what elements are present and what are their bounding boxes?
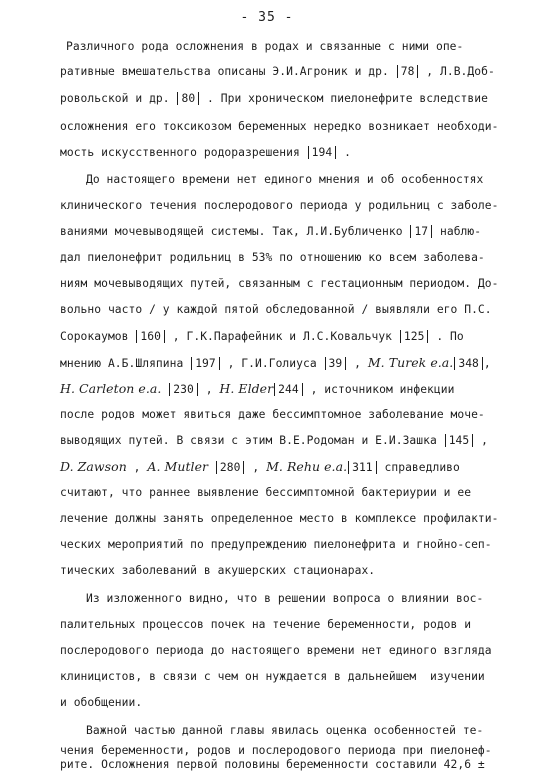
paragraph-2-line-3: ваниями мочевыводящей системы. Так, Л.И.Бубличенко 17 наблю-	[60, 225, 482, 238]
paragraph-1-line-2: ративные вмешательства описаны Э.И.Агроник и др. 78 , Л.В.Доб-	[60, 65, 495, 78]
paragraph-4-line-2: чения беременности, родов и послеродового периода при пиелонеф-	[60, 744, 492, 757]
handwritten-author: H. Elder	[219, 381, 274, 396]
paragraph-1-line-4: осложнения его токсикозом беременных нередко возникает необходи-	[60, 120, 499, 133]
paragraph-2-line-12: D. Zawson , A. Mutler 280 , M. Rehu e.a. 311 справедливо	[60, 459, 460, 474]
citation-ref: 311	[348, 461, 377, 474]
paragraph-3-line-5: и обобщении.	[60, 696, 143, 709]
page-number: - 35 -	[240, 10, 294, 25]
paragraph-2-line-1: До настоящего времени нет единого мнения и об особенностях	[86, 173, 484, 186]
paragraph-2-line-5: ниям мочевыводящих путей, связанным с гестационным периодом. До-	[60, 277, 499, 290]
paragraph-3-line-2: палительных процессов почек на течение беременности, родов и	[60, 618, 472, 631]
paragraph-2-line-6: вольно часто / у каждой пятой обследованной / выявляли его П.С.	[60, 303, 492, 316]
handwritten-author: A. Mutler	[147, 459, 209, 474]
paragraph-4-line-1: Важной частью данной главы явилась оценка особенностей те-	[86, 724, 484, 737]
citation-ref: 125	[400, 330, 429, 343]
citation-ref: 17	[410, 225, 432, 238]
citation-ref: 160	[136, 330, 165, 343]
citation-ref: 145	[445, 434, 474, 447]
handwritten-author: D. Zawson	[60, 459, 127, 474]
paragraph-2-line-11: выводящих путей. В связи с этим В.Е.Родоман и Е.И.Зашка 145 ,	[60, 434, 488, 447]
handwritten-author: M. Rehu e.a.	[266, 459, 348, 474]
citation-ref: 348	[454, 357, 483, 370]
citation-ref: 197	[191, 357, 220, 370]
citation-ref: 194	[308, 146, 337, 159]
paragraph-2-line-13: считают, что раннее выявление бессимптомной бактериурии и ее	[60, 486, 472, 499]
paragraph-2-line-2: клинического течения послеродового периода у родильниц с заболе-	[60, 199, 499, 212]
paragraph-3-line-3: послеродового периода до настоящего времени нет единого взгляда	[60, 644, 492, 657]
paragraph-4-line-3: рите. Осложнения первой половины беременности составили 42,6 ±	[60, 758, 485, 771]
handwritten-author: M. Turek e.a.	[367, 355, 454, 370]
paragraph-1-line-5: мость искусственного родоразрешения 194 .	[60, 146, 351, 159]
paragraph-2-line-4: дал пиелонефрит родильниц в 53% по отношению ко всем заболева-	[60, 251, 485, 264]
citation-ref: 39	[325, 357, 347, 370]
paragraph-1-line-1: Различного рода осложнения в родах и связанные с ними опе-	[66, 40, 464, 53]
paragraph-2-line-14: лечение должны занять определенное место в комплексе профилакти-	[60, 512, 499, 525]
paragraph-2-line-10: после родов может явиться даже бессимптомное заболевание моче-	[60, 408, 485, 421]
paragraph-2-line-16: тических заболеваний в акушерских стационарах.	[60, 564, 376, 577]
handwritten-author: H. Carleton e.a.	[60, 381, 162, 396]
paragraph-2-line-9: H. Carleton e.a. 230 , H. Elder 244 , источником инфекции	[60, 381, 455, 396]
citation-ref: 280	[216, 461, 245, 474]
paragraph-3-line-1: Из изложенного видно, что в решении вопроса о влиянии вос-	[86, 592, 484, 605]
paragraph-2-line-15: ческих мероприятий по предупреждению пиелонефрита и гнойно-сеп-	[60, 538, 492, 551]
paragraph-2-line-7: Сорокаумов 160 , Г.К.Парафейник и Л.С.Ковальчук 125 . По	[60, 330, 464, 343]
paragraph-2-line-8: мнению А.Б.Шляпина 197 , Г.И.Голиуса 39 , M. Turek e.a. 348 ,	[60, 355, 491, 370]
paragraph-3-line-4: клиницистов, в связи с чем он нуждается в дальнейшем изучении	[60, 670, 485, 683]
citation-ref: 78	[397, 65, 419, 78]
citation-ref: 230	[169, 383, 198, 396]
paragraph-1-line-3: ровольской и др. 80 . При хроническом пиелонефрите вследствие	[60, 92, 488, 105]
citation-ref: 244	[274, 383, 303, 396]
citation-ref: 80	[177, 92, 199, 105]
